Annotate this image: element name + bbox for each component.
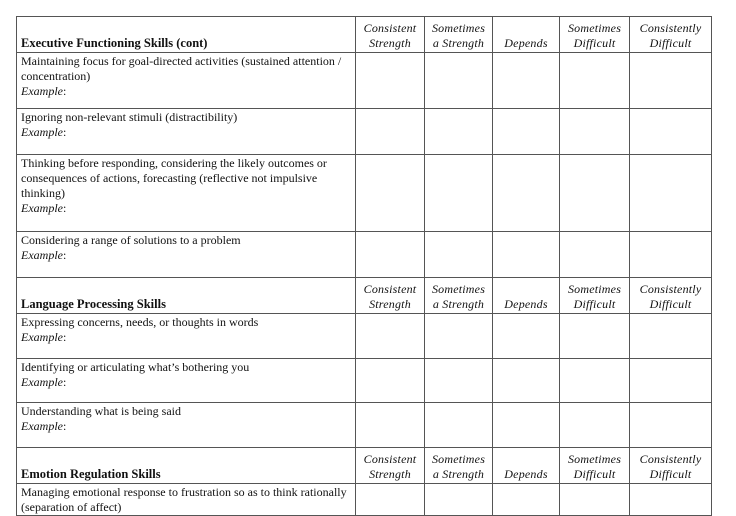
rating-cell-consistently-difficult[interactable]: [630, 232, 712, 278]
col-header-sometimes-difficult: Sometimes Difficult: [560, 448, 630, 484]
skill-cell: [17, 109, 356, 155]
rating-cell-sometimes-difficult[interactable]: [560, 155, 630, 232]
skill-row: [17, 484, 712, 516]
rating-cell-depends[interactable]: [493, 403, 560, 448]
rating-cell-consistent-strength[interactable]: [356, 314, 425, 359]
section-header-row: [17, 448, 712, 484]
rating-cell-sometimes-strength[interactable]: [425, 109, 493, 155]
example-label: Example:: [21, 84, 67, 98]
example-label: Example:: [21, 419, 67, 433]
example-label: Example:: [21, 125, 67, 139]
skills-assessment-table: [16, 16, 711, 516]
rating-cell-consistently-difficult[interactable]: [630, 359, 712, 403]
skill-text: Ignoring non-relevant stimuli (distractibility): [21, 110, 238, 124]
example-label: Example:: [21, 248, 67, 262]
rating-cell-depends[interactable]: [493, 155, 560, 232]
skill-text: Maintaining focus for goal-directed activities (sustained attention / concentration): [21, 54, 342, 83]
rating-cell-consistently-difficult[interactable]: [630, 314, 712, 359]
col-header-depends: Depends: [493, 17, 560, 53]
col-header-consistently-difficult: Consistently Difficult: [630, 278, 712, 314]
rating-cell-sometimes-strength[interactable]: [425, 314, 493, 359]
rating-cell-sometimes-strength[interactable]: [425, 53, 493, 109]
skill-row: [17, 314, 712, 359]
col-header-sometimes-strength: Sometimes a Strength: [425, 278, 493, 314]
rating-cell-consistent-strength[interactable]: [356, 53, 425, 109]
skill-text: Thinking before responding, considering the likely outcomes or consequences of actions, forecasting (reflective not impulsive thinking): [21, 156, 327, 200]
skill-cell: [17, 403, 356, 448]
skill-text: Understanding what is being said: [21, 404, 181, 418]
rating-cell-depends[interactable]: [493, 109, 560, 155]
col-header-sometimes-difficult: Sometimes Difficult: [560, 278, 630, 314]
skill-text: Considering a range of solutions to a problem: [21, 233, 241, 247]
rating-cell-sometimes-difficult[interactable]: [560, 403, 630, 448]
col-header-sometimes-strength: Sometimes a Strength: [425, 448, 493, 484]
rating-cell-sometimes-difficult[interactable]: [560, 109, 630, 155]
skill-cell: [17, 359, 356, 403]
rating-cell-sometimes-difficult[interactable]: [560, 232, 630, 278]
rating-cell-consistent-strength[interactable]: [356, 484, 425, 516]
col-header-consistent-strength: Consistent Strength: [356, 448, 425, 484]
example-label: Example:: [21, 330, 67, 344]
rating-cell-consistently-difficult[interactable]: [630, 403, 712, 448]
section-header-row: [17, 278, 712, 314]
rating-cell-consistent-strength[interactable]: [356, 359, 425, 403]
rating-cell-depends[interactable]: [493, 232, 560, 278]
skill-cell: [17, 314, 356, 359]
col-header-sometimes-difficult: Sometimes Difficult: [560, 17, 630, 53]
rating-cell-consistently-difficult[interactable]: [630, 109, 712, 155]
skill-row: [17, 53, 712, 109]
rating-cell-consistently-difficult[interactable]: [630, 155, 712, 232]
rating-cell-sometimes-difficult[interactable]: [560, 53, 630, 109]
rating-cell-sometimes-difficult[interactable]: [560, 314, 630, 359]
skill-row: [17, 232, 712, 278]
skill-row: [17, 359, 712, 403]
rating-cell-sometimes-difficult[interactable]: [560, 359, 630, 403]
rating-cell-consistent-strength[interactable]: [356, 232, 425, 278]
rating-cell-depends[interactable]: [493, 359, 560, 403]
col-header-consistent-strength: Consistent Strength: [356, 278, 425, 314]
skill-cell: [17, 155, 356, 232]
rating-cell-sometimes-strength[interactable]: [425, 359, 493, 403]
section-title: Emotion Regulation Skills: [17, 448, 356, 484]
rating-cell-consistent-strength[interactable]: [356, 155, 425, 232]
rating-cell-consistently-difficult[interactable]: [630, 484, 712, 516]
rating-cell-sometimes-strength[interactable]: [425, 155, 493, 232]
section-title: Executive Functioning Skills (cont): [17, 17, 356, 53]
skill-cell: [17, 232, 356, 278]
rating-cell-sometimes-difficult[interactable]: [560, 484, 630, 516]
skill-cell: [17, 53, 356, 109]
example-label: Example:: [21, 375, 67, 389]
skill-text: Expressing concerns, needs, or thoughts in words: [21, 315, 259, 329]
section-title: Language Processing Skills: [17, 278, 356, 314]
rating-cell-consistent-strength[interactable]: [356, 109, 425, 155]
skill-row: [17, 109, 712, 155]
rating-cell-depends[interactable]: [493, 484, 560, 516]
example-label: Example:: [21, 201, 67, 215]
col-header-consistent-strength: Consistent Strength: [356, 17, 425, 53]
skill-row: [17, 403, 712, 448]
rating-cell-sometimes-strength[interactable]: [425, 403, 493, 448]
skill-text: Identifying or articulating what’s bothering you: [21, 360, 250, 374]
assessment-grid: [16, 16, 712, 516]
col-header-depends: Depends: [493, 448, 560, 484]
col-header-depends: Depends: [493, 278, 560, 314]
rating-cell-consistently-difficult[interactable]: [630, 53, 712, 109]
rating-cell-consistent-strength[interactable]: [356, 403, 425, 448]
skill-row: [17, 155, 712, 232]
col-header-sometimes-strength: Sometimes a Strength: [425, 17, 493, 53]
rating-cell-depends[interactable]: [493, 314, 560, 359]
rating-cell-depends[interactable]: [493, 53, 560, 109]
rating-cell-sometimes-strength[interactable]: [425, 232, 493, 278]
rating-cell-sometimes-strength[interactable]: [425, 484, 493, 516]
skill-cell: [17, 484, 356, 516]
section-header-row: [17, 17, 712, 53]
col-header-consistently-difficult: Consistently Difficult: [630, 17, 712, 53]
col-header-consistently-difficult: Consistently Difficult: [630, 448, 712, 484]
skill-text: Managing emotional response to frustration so as to think rationally (separation of affect): [21, 485, 347, 514]
